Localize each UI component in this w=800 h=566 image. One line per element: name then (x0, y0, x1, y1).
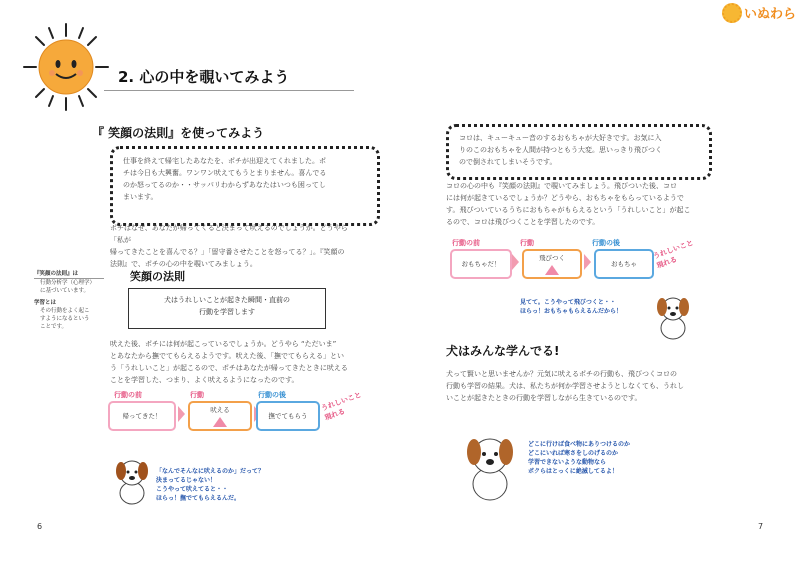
para-line: とあなたから撫でてもらえるようです。吠えた後、「撫でてもらえる」とい (110, 352, 344, 360)
logo-text: いぬわら (744, 7, 797, 22)
flow-box-before (450, 249, 512, 279)
para-line: 法則』で、ポチの心の中を覗いてみましょう。 (110, 260, 257, 268)
happy-stamp: うれしいこと 現れる (652, 238, 695, 270)
flow-box-after (594, 249, 654, 279)
flow-text: 撫でてもらう (268, 412, 308, 420)
para-line: 犬って賢いと思いませんか？元気に吠えるポチの行動も、飛びつくコロの (446, 370, 677, 378)
chapter-underline (104, 90, 354, 91)
flow-label-before: 行動の前 (452, 239, 480, 247)
para-line: には何が起きているでしょうか？どうやら、おもちゃをもらっているようで (446, 194, 684, 202)
paragraph (446, 368, 700, 404)
triangle-icon (545, 265, 559, 275)
pochi-speech (156, 467, 316, 503)
flow-label-action: 行動 (190, 391, 204, 399)
koro-speech-2 (528, 440, 688, 476)
intro-line: のか怒ってるのか・・サッパリわからずあなたはいつも困ってし (123, 181, 326, 189)
para-line: う「うれしいこと」が起こるので、ポチはあなたが帰ってきたときに吠える (110, 364, 348, 372)
speech-line: 決まってるじゃない！ (156, 477, 217, 484)
para-line: いことが起きたときの行動を学習しながら生きているのです。 (446, 394, 642, 402)
sidenote-term: 学習とは (34, 300, 57, 306)
speech-line: 見てて。こうやって飛びつくと・・ (520, 299, 616, 306)
dog-koro-icon (458, 430, 522, 504)
law-box (128, 288, 326, 329)
intro-line: コロは、キューキュー音のするおもちゃが大好きです。お気に入 (459, 134, 662, 142)
para-line: ポチはなぜ、あなたが帰ってくると決まって吠えるのでしょうか。どうやら「私が (110, 224, 348, 244)
flow-box-action (522, 249, 582, 279)
flow-arrow-icon (178, 406, 185, 422)
page-number-right: 7 (758, 522, 764, 531)
flow-text: おもちゃ (611, 260, 637, 268)
flow-box-after (256, 401, 320, 431)
speech-line: こうやって吠えてると・・ (156, 486, 229, 493)
sun-icon (722, 3, 742, 23)
speech-line: どこにいれば寒さをしのげるのか (528, 450, 619, 457)
speech-line: 「なんでそんなに吠えるのか」だって？ (156, 468, 265, 475)
happy-stamp: うれしいこと 現れる (320, 390, 363, 422)
flow-label-action: 行動 (520, 239, 534, 247)
koro-speech (520, 298, 660, 316)
para-line: ことを学習した、つまり、よく吠えるようになったのです。 (110, 376, 299, 384)
para-line: るので、コロは飛びつくことを学習したのです。 (446, 218, 600, 226)
sidenote-def: 行動分析学（心理学） (40, 280, 96, 286)
speech-line: ほらっ！撫でてもらえるんだ。 (156, 495, 241, 502)
speech-line: どこに行けば食べ物にありつけるのか (528, 441, 631, 448)
flow-text: 飛びつく (539, 254, 565, 262)
brand-logo (722, 2, 798, 22)
intro-line: りのこのおもちゃを人間が持つともう大変。思いっきり飛びつく (459, 146, 662, 154)
paragraph (446, 180, 700, 228)
para-line: コロの心の中も『笑顔の法則』で覗いてみましょう。飛びついた後、コロ (446, 182, 677, 190)
intro-box (110, 146, 380, 226)
dog-pochi-icon (110, 455, 154, 505)
para-line: 行動も学習の結果。犬は、私たちが何か学習させようとしなくても、うれし (446, 382, 684, 390)
sidenote-def: その行動をよく起こ (40, 308, 90, 314)
triangle-icon (213, 417, 227, 427)
sidenote-def: すようになるという (40, 316, 90, 322)
flow-box-action (188, 401, 252, 431)
sidenote (34, 270, 104, 331)
speech-line: ボクらはとっくに絶滅してるよ！ (528, 468, 618, 475)
sidenote-def: ことです。 (40, 324, 68, 330)
para-line: す。飛びついているうちにおもちゃがもらえるという「うれしいこと」が起こ (446, 206, 691, 214)
sidenote-term: 『笑顔の法則』は (34, 270, 104, 279)
flow-arrow-icon (512, 254, 519, 270)
flow-label-after: 行動の後 (258, 391, 286, 399)
intro-box (446, 124, 712, 180)
chapter-title: 2. 心の中を覗いてみよう (118, 68, 290, 86)
intro-line: まいます。 (123, 193, 158, 201)
paragraph (110, 222, 360, 270)
intro-line: 仕事を終えて帰宅したあなたを、ポチが出迎えてくれました。ポ (123, 157, 326, 165)
speech-line: ほらっ！おもちゃもらえるんだから！ (520, 308, 623, 315)
flow-text: おもちゃだ！ (461, 260, 501, 268)
law-line: 犬はうれしいことが起きた瞬間・直前の (164, 296, 290, 304)
flow-label-before: 行動の前 (114, 391, 142, 399)
flow-arrow-icon (584, 254, 591, 270)
behavior-flow (108, 390, 368, 446)
sidenote-def: に基づいています。 (40, 288, 90, 294)
section-heading: 『 笑顔の法則』を使ってみよう (92, 126, 265, 140)
law-heading: 笑顔の法則 (130, 270, 185, 283)
para-line: 吠えた後、ポチには何が起こっているでしょうか。どうやら “ただいま” (110, 340, 337, 348)
flow-label-after: 行動の後 (592, 239, 620, 247)
intro-line: ので倒されてしまいそうです。 (459, 158, 557, 166)
speech-line: 学習できないような動物なら (528, 459, 607, 466)
law-line: 行動を学習します (199, 308, 255, 316)
section-heading: 犬はみんな学んでる! (446, 344, 560, 358)
sun-mascot-icon (22, 22, 110, 112)
para-line: 帰ってきたことを喜んでる？」「留守番させたことを怒ってる？」。『笑顔の (110, 248, 345, 256)
page-number-left: 6 (37, 522, 43, 531)
flow-box-before (108, 401, 176, 431)
behavior-flow (450, 238, 700, 294)
dog-koro-icon (652, 292, 694, 340)
flow-text: 帰ってきた！ (122, 412, 162, 420)
intro-line: チは今日も大興奮。ワンワン吠えてもうとまりません。喜んでる (123, 169, 327, 177)
flow-text: 吠える (210, 406, 230, 414)
paragraph (110, 338, 362, 386)
